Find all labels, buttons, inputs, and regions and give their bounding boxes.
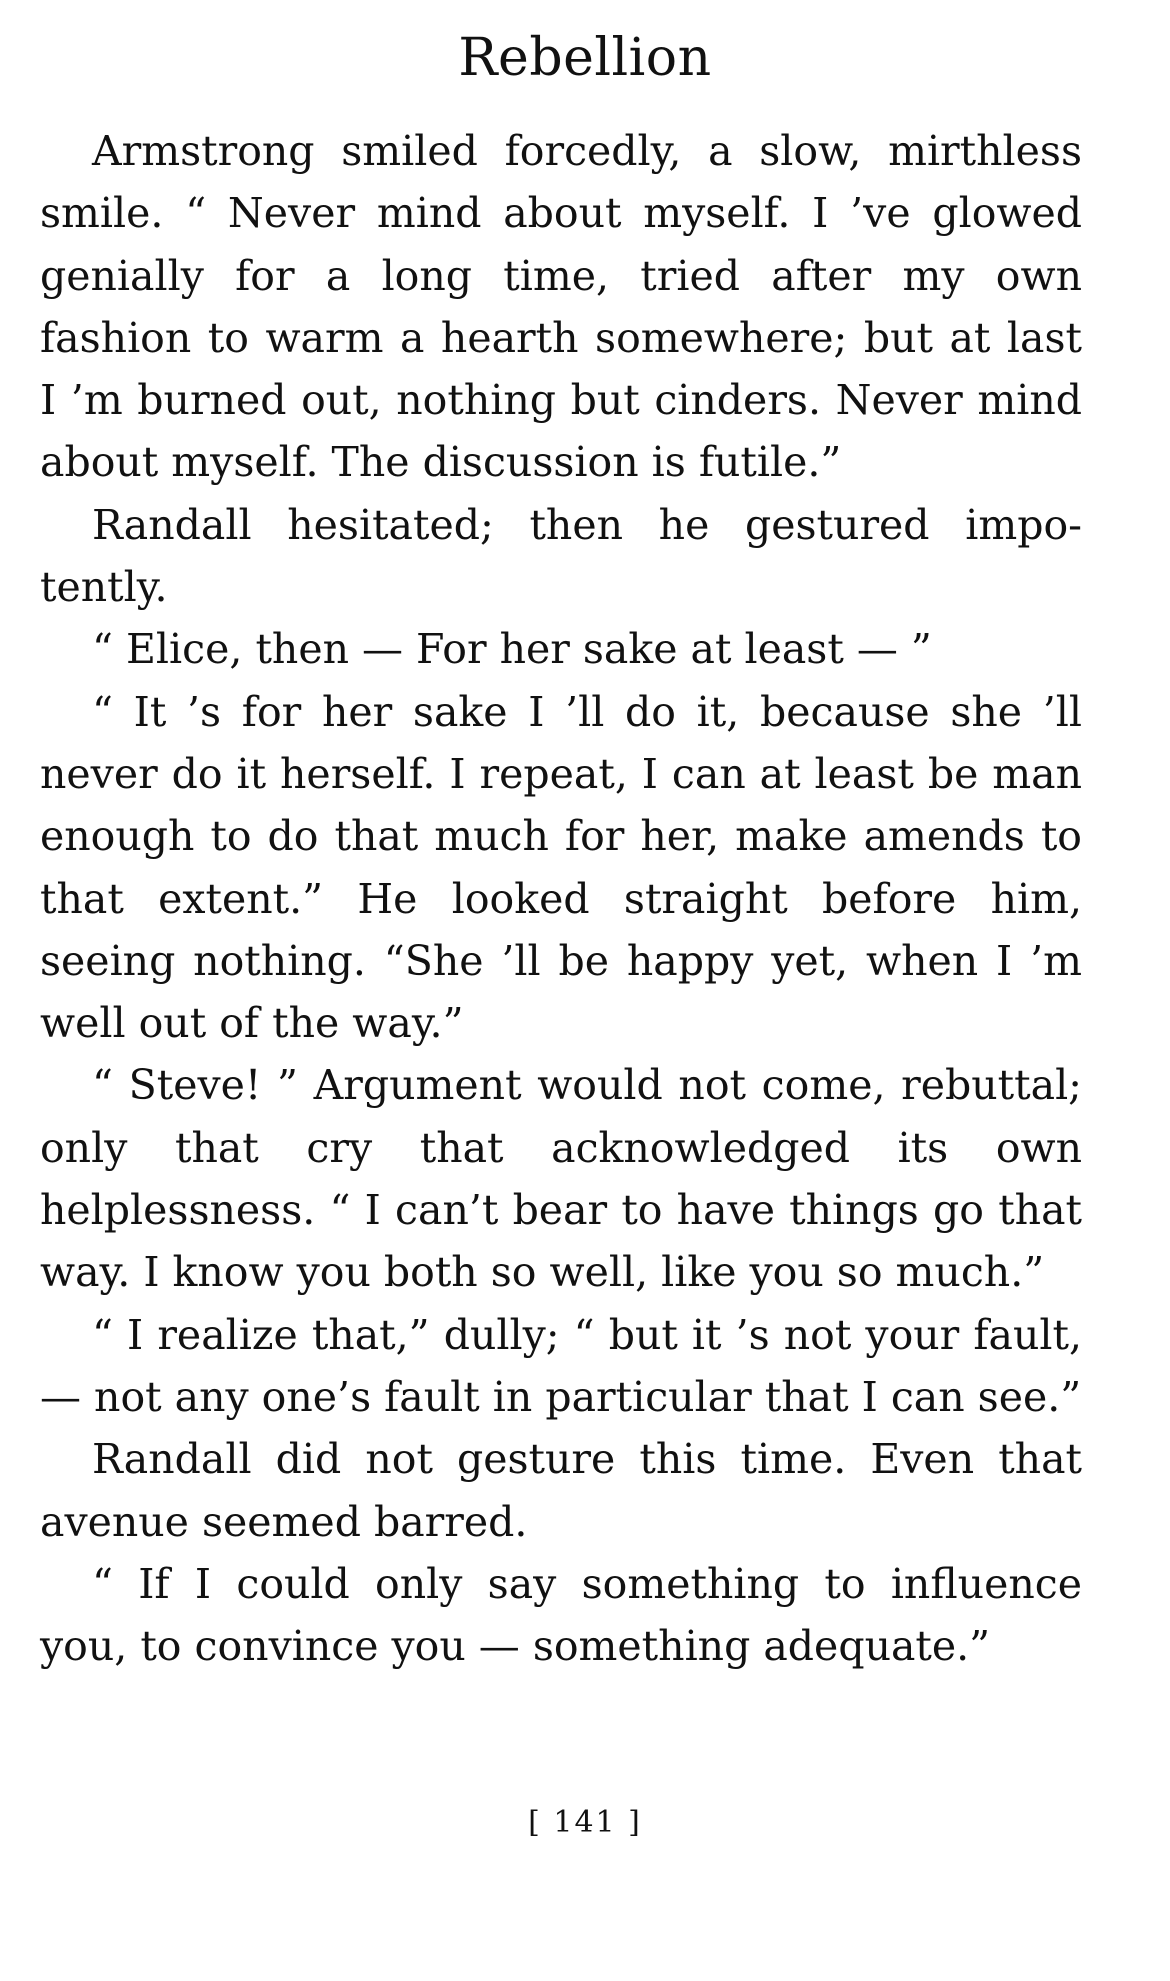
paragraph: “ It ’s for her sake I ’ll do it, because she ’ll never do it herself. I repeat, I can at least be man enough to do that much for her, make amends to that extent.” He looked straight before him, seeing nothing. “She ’ll be happy yet, when I ’m well out of the way.” (40, 687, 1082, 1048)
paragraph: “ If I could only say something to influence you, to convince you — something adequate.” (40, 1559, 1082, 1671)
paragraph: Armstrong smiled forcedly, a slow, mirthless smile. “ Never mind about myself. I ’ve glowed genially for a long time, tried after my own fashion to warm a hearth somewhere; but at last I ’m burned out, nothing but cinders. Never mind about myself. The discussion is futile.” (40, 127, 1082, 487)
paragraph: “ Elice, then — For her sake at least — ” (92, 625, 932, 674)
body-text (40, 120, 1082, 1677)
paragraph: “ Steve! ” Argument would not come, rebuttal; only that cry that acknowledged its own helplessness. “ I can’t bear to have things go that way. I know you both so well, like you so much.” (40, 1061, 1082, 1297)
paragraph: Randall did not gesture this time. Even that avenue seemed barred. (40, 1435, 1082, 1546)
running-head: Rebellion (458, 28, 712, 88)
page-number: [ 141 ] (528, 1805, 642, 1840)
paragraph: “ I realize that,” dully; “ but it ’s not your fault, — not any one’s fault in particular that I can see.” (40, 1310, 1082, 1421)
paragraph: Randall hesitated; then he gestured impotently. (40, 500, 1082, 612)
